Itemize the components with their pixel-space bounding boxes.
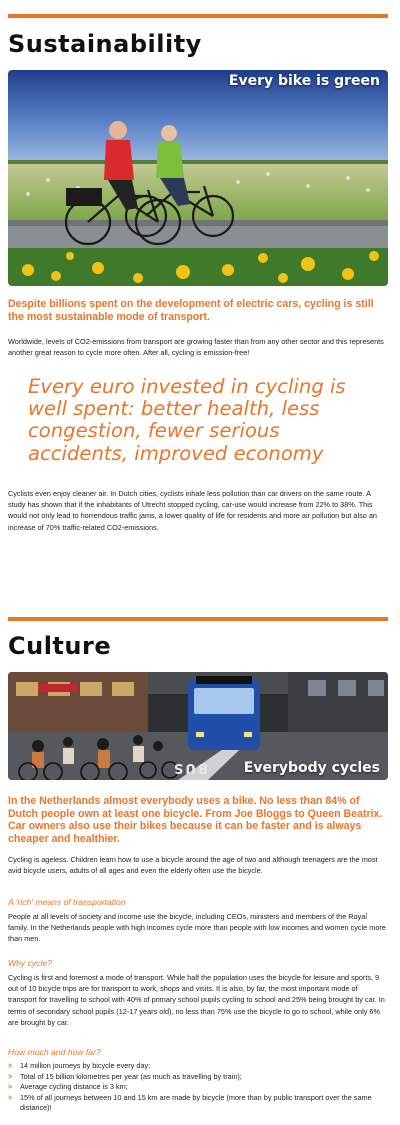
sustainability-paragraph-2: Cyclists even enjoy cleaner air. In Dutch cities, cyclists inhale less pollution than car drivers on the same route. A study has shown that if the inhabitants of Utrecht stopped cycling, car-use would increase from 22% to 38%. This would not only lead to horrendous traffic jams, a lower quality of life for residents and more air pollution but also an increase of 70% traffic-related CO2-emissions.: [8, 489, 377, 532]
list-item: > 14 million journeys by bicycle every day;: [8, 1061, 151, 1070]
pull-quote: Every euro invested in cycling is well spent: better health, less congestion, fewer serious accidents, improved economy: [28, 375, 346, 465]
street-cycling-photo: [8, 672, 388, 780]
subheading-why-cycle: Why cycle?: [8, 958, 52, 968]
culture-paragraph-3: Cycling is first and foremost a mode of transport. While half the population uses the bicycle for leisure and sports, 9 out of 10 bicycle trips are for transport to work, shops and visits. It is also, by far, the most important mode of transport for travelling to school with 40% of primary school pupils cycling to school and 25% being brought by car. In terms of secondary school pupils (12-17 years old), no less than 75% use the bicycle to go to school, while only 6% are brought by car.: [8, 973, 385, 1027]
photo-caption: Every bike is green: [228, 73, 380, 89]
sustainability-paragraph-1: Worldwide, levels of CO2-emissions from transport are growing faster than from any other sector and this represents another great reason to cycle more often. After all, cycling is emission-free!: [8, 337, 384, 358]
sustainability-title: Sustainability: [8, 30, 202, 58]
bullet-arrow-icon: >: [8, 1082, 13, 1091]
section-divider-culture: [8, 617, 388, 621]
bullet-arrow-icon: >: [8, 1061, 13, 1070]
bus-lane-marking: BUS: [172, 760, 208, 775]
bullet-arrow-icon: >: [8, 1071, 13, 1081]
photo-caption-culture: Everybody cycles: [243, 760, 380, 776]
bullet-arrow-icon: >: [8, 1092, 13, 1102]
subheading-rich-transport: A 'rich' means of transportation: [8, 897, 126, 907]
list-item: > Average cycling distance is 3 km;: [8, 1082, 128, 1091]
cyclists-photo: [8, 70, 388, 286]
facts-list: [8, 1061, 388, 1114]
list-item: > 15% of all journeys between 10 and 15 km are made by bicycle (more than by public transport over the same distance)!: [8, 1092, 372, 1112]
section-divider-top: [8, 14, 388, 18]
list-item: > Total of 15 billion kilometres per year (as much as travelling by train);: [8, 1071, 242, 1081]
culture-paragraph-1: Cycling is ageless. Children learn how to use a bicycle around the age of two and although teenagers are the most avid bicycle users, adults of all ages and even the elderly often use the bicycle.: [8, 855, 378, 876]
sustainability-lead: Despite billions spent on the development of electric cars, cycling is still the most sustainable mode of transport.: [8, 298, 374, 323]
culture-title: Culture: [8, 632, 112, 660]
culture-paragraph-2: People at all levels of society and income use the bicycle, including CEOs, ministers and members of the Royal family. In the Netherlands people with high incomes cycle more than people with low incomes and women cycle more than men.: [8, 912, 386, 944]
subheading-how-much: How much and how far?: [8, 1047, 101, 1057]
culture-lead: In the Netherlands almost everybody uses a bike. No less than 84% of Dutch people own at least one bicycle. From Joe Bloggs to Queen Beatrix. Car owners also use their bikes because it can be faster and is always cheaper and healthier.: [8, 795, 383, 845]
